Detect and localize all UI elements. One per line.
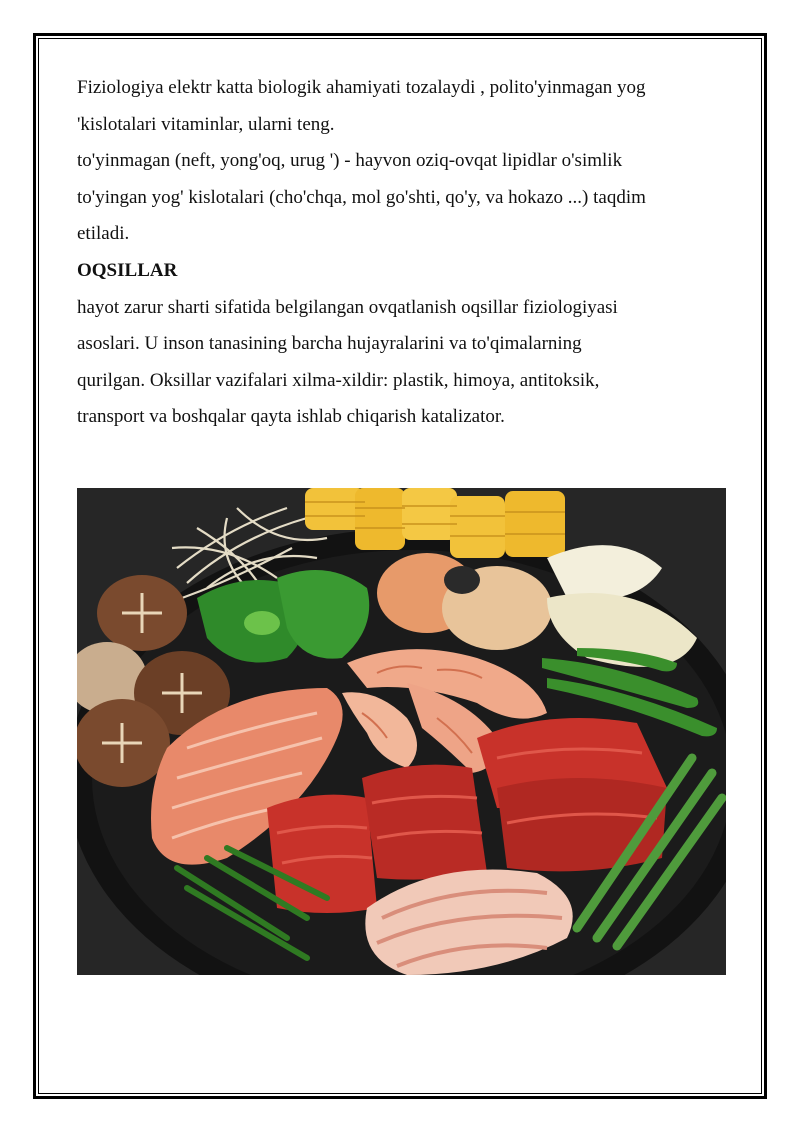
body-line-4: transport va boshqalar qayta ishlab chiqarish katalizator. bbox=[77, 406, 505, 428]
text-line-5: etiladi. bbox=[77, 223, 130, 245]
document-text bbox=[77, 70, 737, 436]
body-line-2: asoslari. U inson tanasining barcha hujayralarini va to'qimalarning bbox=[77, 333, 582, 355]
food-photo bbox=[77, 488, 726, 975]
food-photo-illustration bbox=[77, 488, 726, 975]
text-line-2: 'kislotalari vitaminlar, ularni teng. bbox=[77, 113, 335, 135]
body-line-1: hayot zarur sharti sifatida belgilangan ovqatlanish oqsillar fiziologiyasi bbox=[77, 296, 618, 318]
text-line-1: Fiziologiya elektr katta biologik ahamiyati tozalaydi , polito'yinmagan yog bbox=[77, 77, 646, 98]
text-line-4: to'yingan yog' kislotalari (cho'chqa, mol go'shti, qo'y, va hokazo ...) taqdim bbox=[77, 186, 646, 208]
section-heading: OQSILLAR bbox=[77, 259, 178, 281]
body-line-3: qurilgan. Oksillar vazifalari xilma-xildir: plastik, himoya, antitoksik, bbox=[77, 369, 600, 391]
text-line-3: to'yinmagan (neft, yong'oq, urug ') - hayvon oziq-ovqat lipidlar o'simlik bbox=[77, 150, 623, 172]
